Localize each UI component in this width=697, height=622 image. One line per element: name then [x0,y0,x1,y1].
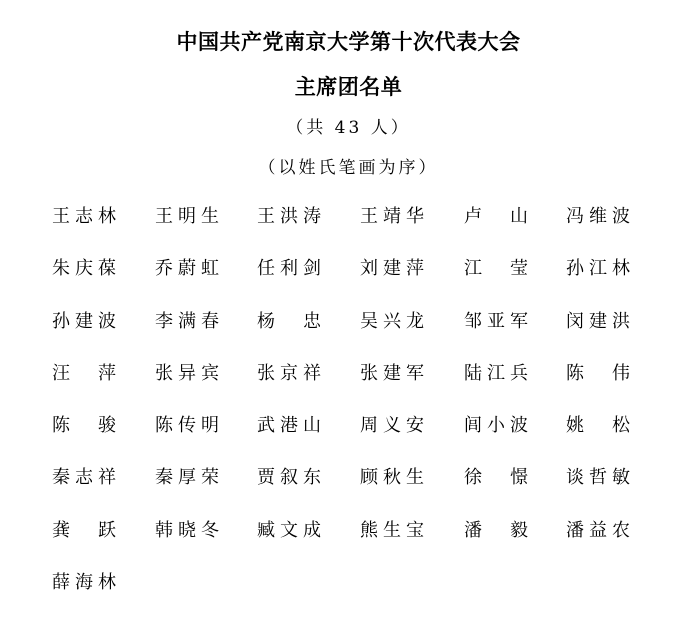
name-row [52,465,692,517]
member-name: 孙江林 [566,258,630,280]
member-name: 张异宾 [155,362,219,384]
document-subtitle: 主席团名单 [294,75,403,99]
member-name: 秦志祥 [52,467,116,489]
member-name: 汪 萍 [52,362,116,384]
member-name: 朱庆葆 [52,258,116,280]
member-name: 薛海林 [52,572,116,594]
member-name: 张京祥 [257,362,321,384]
name-row [52,413,692,465]
member-name: 张建军 [360,362,424,384]
member-name: 乔蔚虹 [155,258,219,280]
member-name: 周义安 [360,415,424,437]
member-name: 闾小波 [464,415,528,437]
name-row [52,309,692,361]
member-name: 潘 毅 [464,519,528,541]
member-name: 冯维波 [566,206,630,227]
member-name: 徐 憬 [464,467,528,489]
name-row [52,361,692,413]
member-name: 李满春 [155,310,219,332]
member-name: 刘建萍 [360,258,424,280]
member-name: 武港山 [257,415,321,437]
member-name: 杨 忠 [257,310,321,332]
member-name: 邹亚军 [464,310,528,332]
member-name: 孙建波 [52,310,116,332]
member-name: 臧文成 [257,519,321,541]
member-name: 顾秋生 [360,467,424,489]
member-count-note: （共 43 人） [286,118,411,138]
name-row [52,570,692,622]
member-name: 陈 骏 [52,415,116,437]
name-row [52,256,692,308]
member-name: 吴兴龙 [360,310,424,332]
member-name: 陆江兵 [464,362,528,384]
member-name: 熊生宝 [360,519,424,541]
member-name: 陈 伟 [566,362,630,384]
name-row [52,518,692,570]
member-name: 韩晓冬 [155,519,219,541]
member-name: 龚 跃 [52,519,116,541]
ordering-note: （以姓氏笔画为序） [258,158,439,178]
member-name: 闵建洪 [566,310,630,332]
member-name: 贾叙东 [257,467,321,489]
member-name: 任利剑 [257,258,321,280]
member-name: 王靖华 [360,206,424,227]
member-name: 卢 山 [464,206,528,227]
name-row [52,204,692,256]
presidium-name-list [52,204,692,622]
member-name: 姚 松 [566,415,630,437]
member-name: 王洪涛 [257,206,321,227]
member-name: 谈哲敏 [566,467,630,489]
document-title: 中国共产党南京大学第十次代表大会 [176,30,521,54]
member-name: 秦厚荣 [155,467,219,489]
member-name: 陈传明 [155,415,219,437]
member-name: 潘益农 [566,519,630,541]
member-name: 江 莹 [464,258,528,280]
member-name: 王志林 [52,206,116,227]
member-name: 王明生 [155,206,219,227]
